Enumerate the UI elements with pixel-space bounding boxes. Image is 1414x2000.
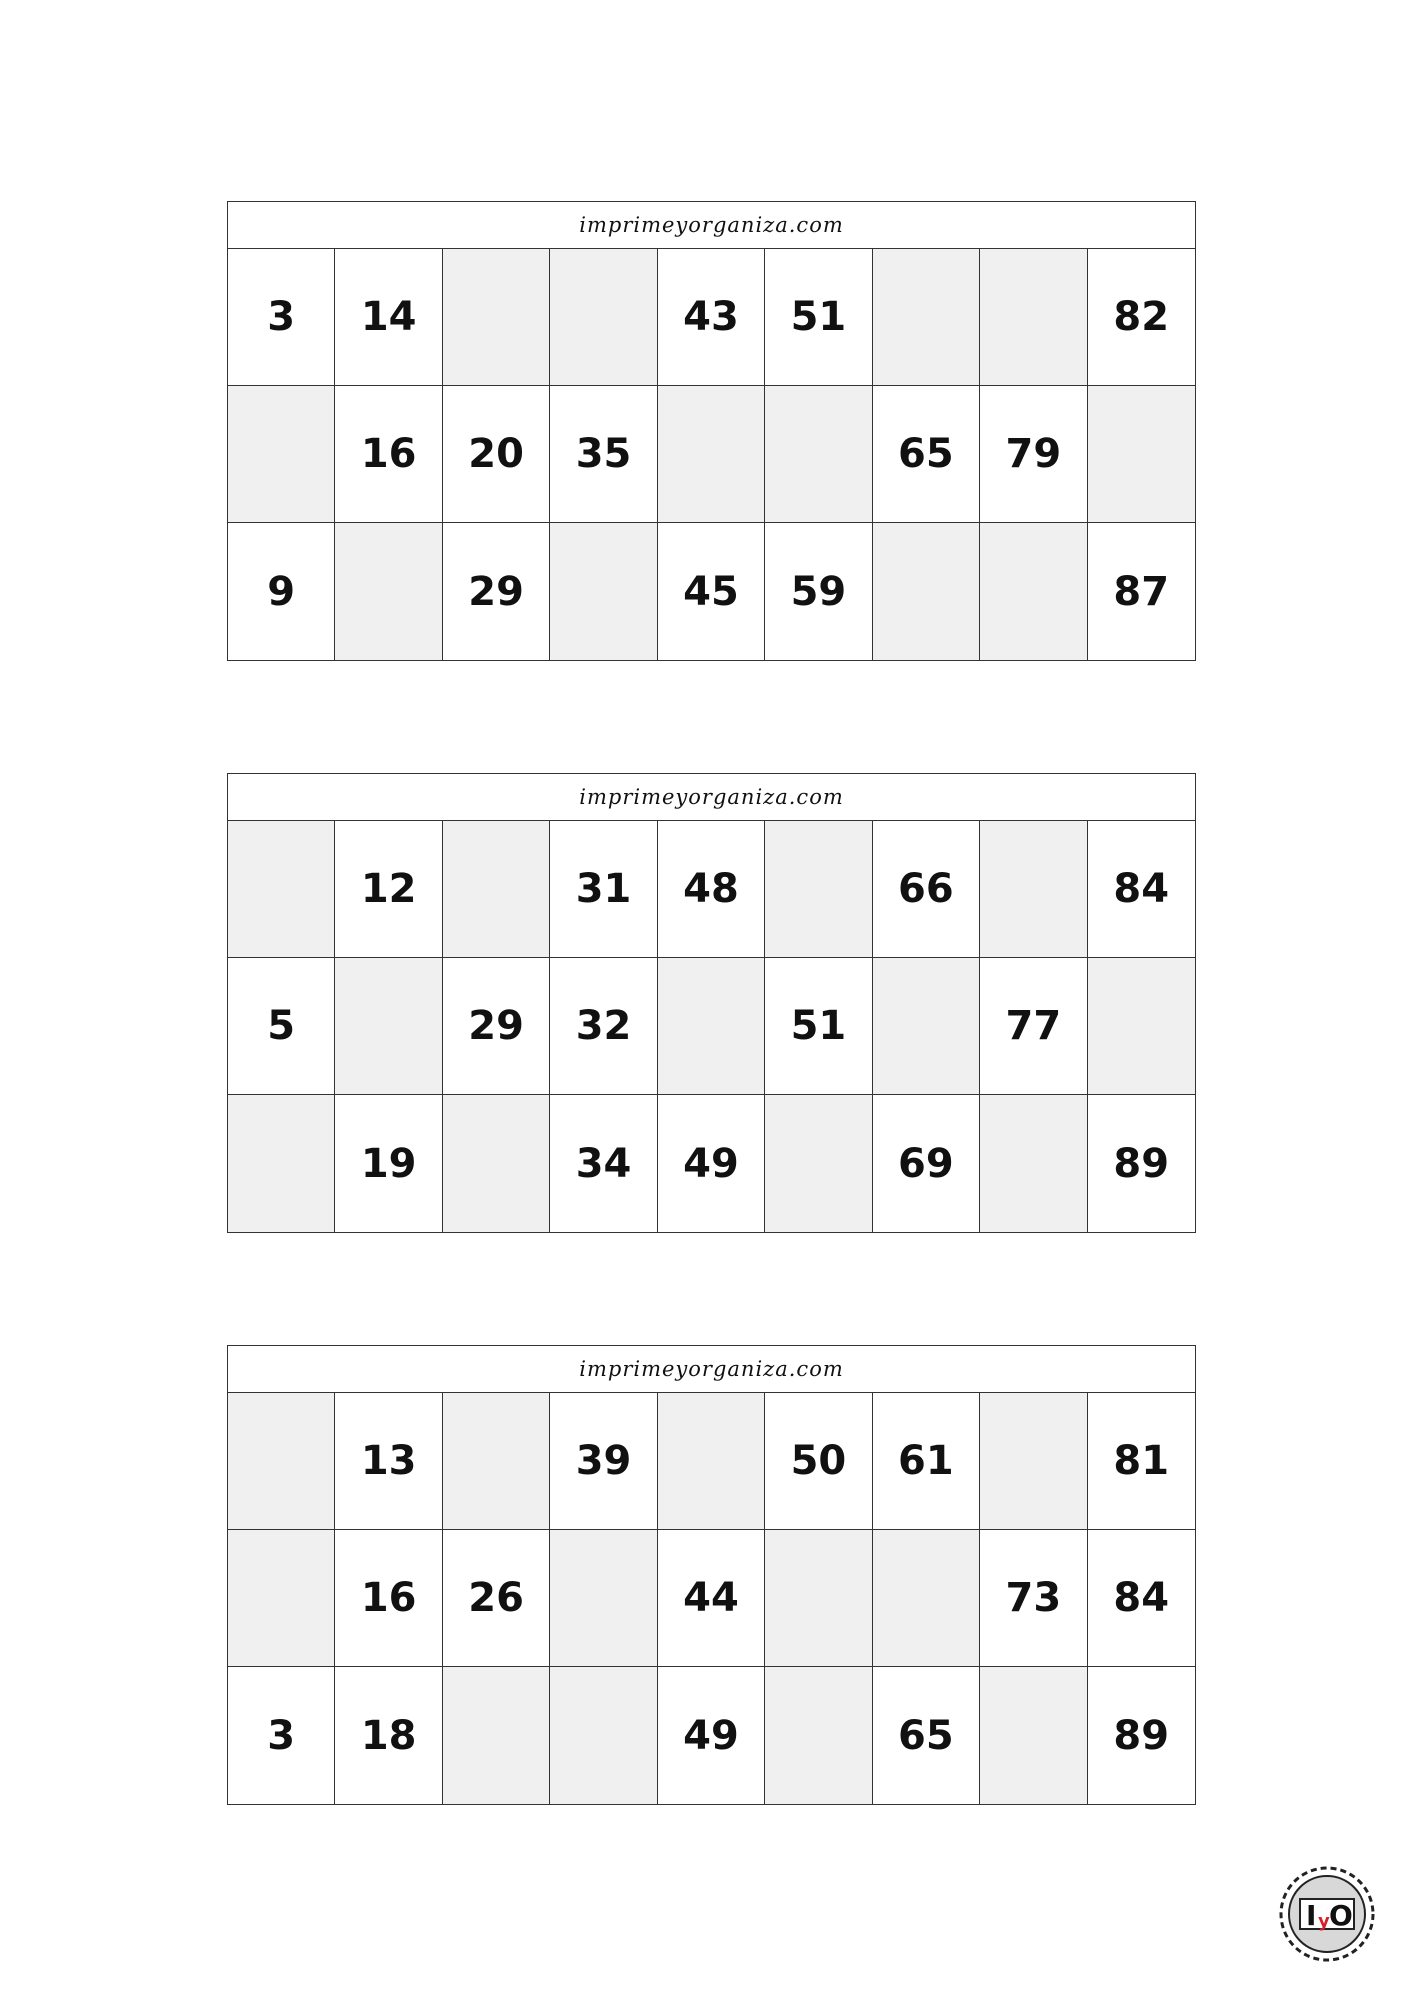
empty-cell (443, 1095, 550, 1232)
card-header: imprimeyorganiza.com (228, 1346, 1195, 1393)
empty-cell (873, 249, 980, 386)
empty-cell (228, 1095, 335, 1232)
number-cell: 49 (658, 1095, 765, 1232)
number-cell: 73 (980, 1530, 1087, 1667)
number-cell: 18 (335, 1667, 442, 1804)
number-cell: 39 (550, 1393, 657, 1530)
empty-cell (765, 386, 872, 523)
number-cell: 84 (1088, 821, 1195, 958)
number-cell: 19 (335, 1095, 442, 1232)
empty-cell (980, 523, 1087, 660)
number-cell: 44 (658, 1530, 765, 1667)
empty-cell (550, 249, 657, 386)
empty-cell (765, 1095, 872, 1232)
number-cell: 45 (658, 523, 765, 660)
number-cell: 59 (765, 523, 872, 660)
empty-cell (765, 1530, 872, 1667)
number-cell: 51 (765, 958, 872, 1095)
empty-cell (873, 523, 980, 660)
number-cell: 61 (873, 1393, 980, 1530)
empty-cell (228, 1393, 335, 1530)
empty-cell (228, 386, 335, 523)
number-cell: 84 (1088, 1530, 1195, 1667)
empty-cell (228, 821, 335, 958)
empty-cell (980, 249, 1087, 386)
empty-cell (1088, 386, 1195, 523)
number-cell: 16 (335, 386, 442, 523)
empty-cell (1088, 958, 1195, 1095)
number-cell: 20 (443, 386, 550, 523)
empty-cell (658, 386, 765, 523)
svg-text:y: y (1318, 1911, 1330, 1932)
empty-cell (550, 1667, 657, 1804)
bingo-card (227, 201, 1196, 661)
empty-cell (980, 1095, 1087, 1232)
card-grid (228, 249, 1195, 660)
bingo-card (227, 1345, 1196, 1805)
number-cell: 82 (1088, 249, 1195, 386)
empty-cell (980, 1393, 1087, 1530)
number-cell: 49 (658, 1667, 765, 1804)
number-cell: 65 (873, 1667, 980, 1804)
number-cell: 26 (443, 1530, 550, 1667)
empty-cell (658, 1393, 765, 1530)
empty-cell (443, 249, 550, 386)
empty-cell (228, 1530, 335, 1667)
empty-cell (765, 1667, 872, 1804)
empty-cell (980, 821, 1087, 958)
number-cell: 3 (228, 1667, 335, 1804)
number-cell: 12 (335, 821, 442, 958)
empty-cell (335, 958, 442, 1095)
number-cell: 5 (228, 958, 335, 1095)
number-cell: 34 (550, 1095, 657, 1232)
number-cell: 3 (228, 249, 335, 386)
number-cell: 50 (765, 1393, 872, 1530)
empty-cell (873, 1530, 980, 1667)
iyo-logo (1278, 1865, 1376, 1963)
empty-cell (443, 1667, 550, 1804)
empty-cell (443, 821, 550, 958)
number-cell: 81 (1088, 1393, 1195, 1530)
number-cell: 79 (980, 386, 1087, 523)
number-cell: 29 (443, 523, 550, 660)
empty-cell (443, 1393, 550, 1530)
number-cell: 43 (658, 249, 765, 386)
number-cell: 51 (765, 249, 872, 386)
card-header: imprimeyorganiza.com (228, 774, 1195, 821)
number-cell: 69 (873, 1095, 980, 1232)
svg-text:O: O (1329, 1899, 1353, 1932)
card-grid (228, 821, 1195, 1232)
number-cell: 89 (1088, 1667, 1195, 1804)
number-cell: 16 (335, 1530, 442, 1667)
svg-text:I: I (1306, 1899, 1317, 1932)
number-cell: 48 (658, 821, 765, 958)
empty-cell (550, 1530, 657, 1667)
number-cell: 9 (228, 523, 335, 660)
empty-cell (658, 958, 765, 1095)
number-cell: 66 (873, 821, 980, 958)
empty-cell (335, 523, 442, 660)
number-cell: 29 (443, 958, 550, 1095)
number-cell: 35 (550, 386, 657, 523)
empty-cell (550, 523, 657, 660)
number-cell: 13 (335, 1393, 442, 1530)
card-header: imprimeyorganiza.com (228, 202, 1195, 249)
number-cell: 31 (550, 821, 657, 958)
number-cell: 32 (550, 958, 657, 1095)
number-cell: 87 (1088, 523, 1195, 660)
number-cell: 14 (335, 249, 442, 386)
empty-cell (765, 821, 872, 958)
bingo-card (227, 773, 1196, 1233)
number-cell: 65 (873, 386, 980, 523)
number-cell: 77 (980, 958, 1087, 1095)
empty-cell (980, 1667, 1087, 1804)
empty-cell (873, 958, 980, 1095)
number-cell: 89 (1088, 1095, 1195, 1232)
card-grid (228, 1393, 1195, 1804)
